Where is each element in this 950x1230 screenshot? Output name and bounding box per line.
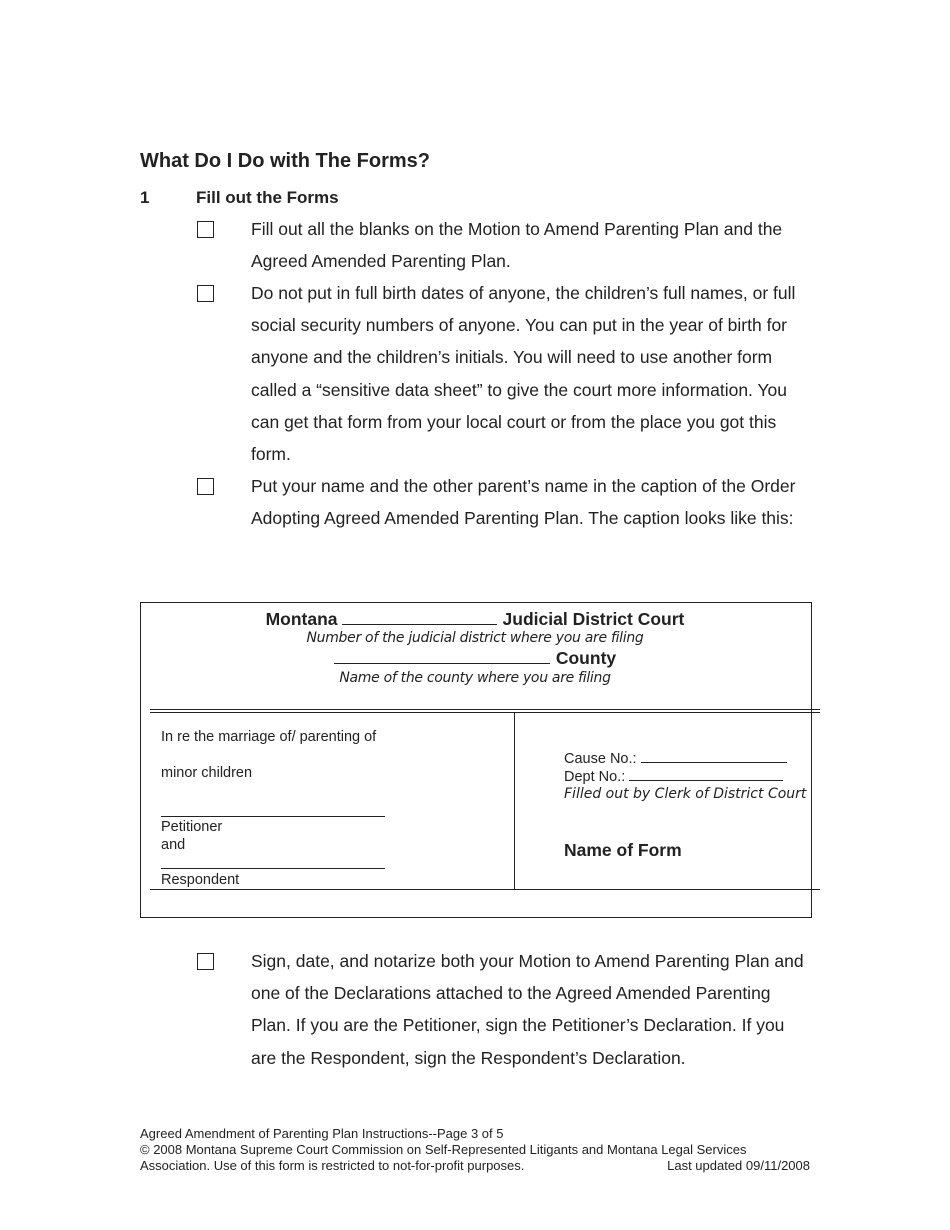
dept-number-blank — [629, 768, 783, 781]
county-blank — [334, 649, 550, 664]
checkbox-fill-blanks[interactable] — [197, 221, 214, 238]
footer-copyright-2: Association. Use of this form is restricted to not-for-profit purposes. — [140, 1158, 525, 1173]
respondent-name-line — [161, 868, 385, 869]
caption-divider-bottom — [150, 712, 820, 713]
item-sign-notarize: Sign, date, and notarize both your Motion to Amend Parenting Plan and one of the Declarations attached to the Agreed Amended Parenting Plan. If you are the Petitioner, sign the Petitioner’s Declaration. If you are the Respondent, sign the Respondent’s Declaration. — [251, 951, 804, 1068]
minor-children-label: minor children — [161, 765, 253, 781]
and-label: and — [161, 837, 186, 853]
state-label: Montana — [265, 609, 338, 629]
section-number: 1 — [140, 188, 150, 207]
section-title: Fill out the Forms — [196, 188, 339, 207]
footer-last-updated: Last updated 09/11/2008 — [667, 1158, 810, 1173]
page-title: What Do I Do with The Forms? — [140, 150, 430, 172]
checkbox-sign-notarize[interactable] — [197, 953, 214, 970]
checkbox-sensitive-data[interactable] — [197, 285, 214, 302]
county-heading — [0, 648, 950, 669]
footer-copyright-1: © 2008 Montana Supreme Court Commission on Self-Represented Litigants and Montana Legal Services — [140, 1142, 747, 1157]
in-re-label: In re the marriage of/ parenting of — [161, 729, 377, 745]
county-label: County — [555, 648, 617, 668]
district-blank — [342, 610, 497, 625]
dept-number-label: Dept No.: — [564, 769, 626, 785]
caption-divider-top — [150, 709, 820, 710]
cause-number-label: Cause No.: — [564, 751, 637, 767]
petitioner-label: Petitioner — [161, 819, 223, 835]
court-heading — [0, 609, 950, 630]
county-note: Name of the county where you are filing — [339, 670, 611, 686]
item-fill-blanks: Fill out all the blanks on the Motion to Amend Parenting Plan and the Agreed Amended Parenting Plan. — [251, 219, 783, 272]
petitioner-name-line — [161, 816, 385, 817]
footer-page-info: Agreed Amendment of Parenting Plan Instructions--Page 3 of 5 — [140, 1126, 504, 1141]
item-sensitive-data: Do not put in full birth dates of anyone, the children’s full names, or full social security numbers of anyone. You can put in the year of birth for anyone and the children’s initials. You will need to use another form called a “sensitive data sheet” to give the court more information. You can get that form from your local court or from the place you got this form. — [251, 283, 796, 465]
checkbox-caption-names[interactable] — [197, 478, 214, 495]
court-label: Judicial District Court — [502, 609, 685, 629]
form-name: Name of Form — [564, 840, 682, 860]
clerk-note: Filled out by Clerk of District Court — [564, 786, 807, 802]
cause-number — [564, 750, 787, 767]
dept-number — [564, 768, 783, 785]
respondent-label: Respondent — [161, 872, 240, 888]
caption-bottom-rule — [150, 889, 820, 890]
caption-column-divider — [514, 713, 515, 889]
item-caption-names: Put your name and the other parent’s name in the caption of the Order Adopting Agreed Amended Parenting Plan. The caption looks like this: — [251, 476, 796, 529]
cause-number-blank — [641, 750, 787, 763]
district-note: Number of the judicial district where you are filing — [306, 630, 644, 646]
